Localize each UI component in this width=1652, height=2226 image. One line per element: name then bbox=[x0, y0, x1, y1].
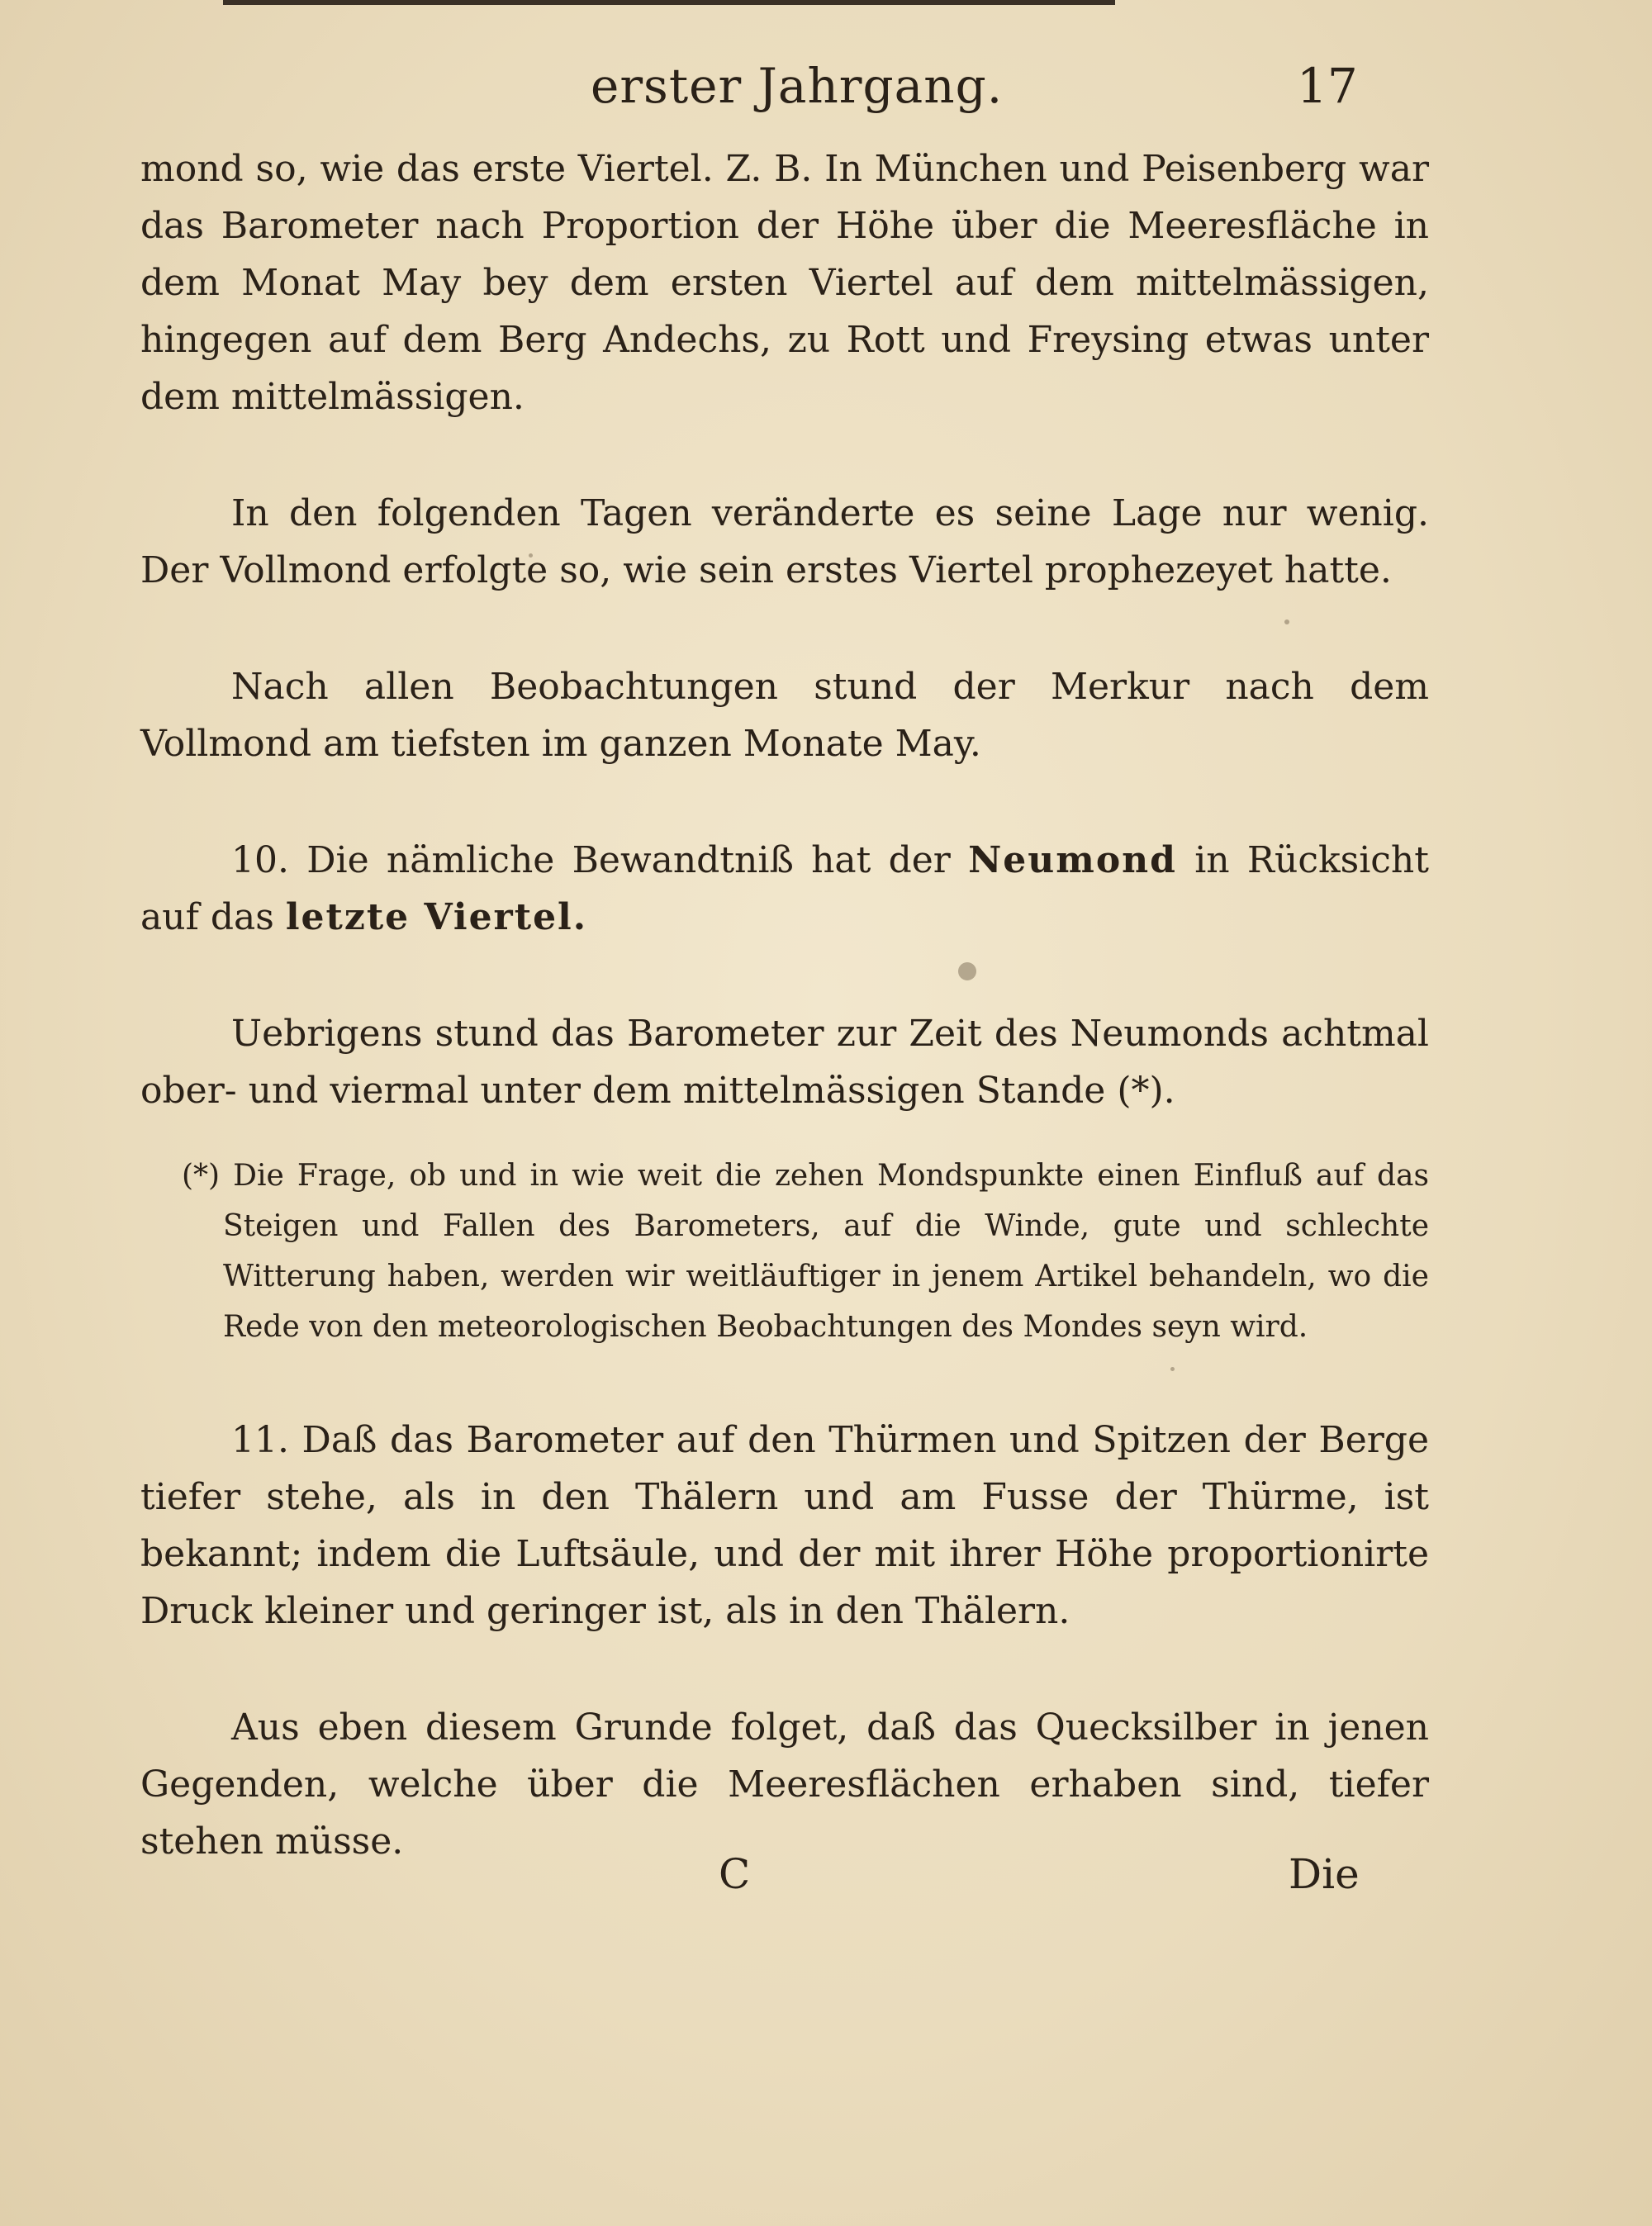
paragraph-aus-eben-diesem: Aus eben diesem Grunde folget, daß das Quecksilber in jenen Gegenden, welche über die Meeresflächen erhaben sind, tiefer stehen müsse. bbox=[140, 1706, 1429, 1863]
paragraph-10-number: 10. bbox=[231, 839, 289, 881]
signature-mark: C bbox=[719, 1850, 751, 1898]
ink-speck bbox=[529, 553, 533, 558]
paragraph-10-text-a: Die nämliche Bewandtniß hat der bbox=[306, 839, 951, 881]
paragraph-10-text-b: in Rücksicht auf das bbox=[140, 839, 1429, 938]
ink-speck bbox=[1170, 1367, 1175, 1371]
paragraph-uebrigens: Uebrigens stund das Barometer zur Zeit des Neumonds achtmal ober- und viermal unter dem mittelmässigen Stande (*). bbox=[140, 1013, 1429, 1112]
main-text bbox=[140, 140, 1429, 1929]
paragraph-10 bbox=[140, 832, 1429, 946]
paragraph-folgenden-tagen: In den folgenden Tagen veränderte es seine Lage nur wenig. Der Vollmond erfolgte so, wie sein erstes Viertel prophezeyet hatte. bbox=[140, 492, 1429, 591]
running-title: erster Jahrgang. bbox=[591, 58, 1004, 114]
catchword: Die bbox=[1289, 1850, 1360, 1898]
page-footer bbox=[0, 1850, 1652, 1908]
ink-speck bbox=[1284, 619, 1289, 624]
footnote: (*) Die Frage, ob und in wie weit die zehen Mondspunkte einen Einfluß auf das Steigen und Fallen des Barometers, auf die Winde, gute und schlechte Witterung haben, werden wir weitläuftiger in jenem Artikel behandeln, wo die Rede von den meteorologischen Beobachtungen des Mondes seyn wird. bbox=[182, 1159, 1429, 1344]
paragraph-continuation: mond so, wie das erste Viertel. Z. B. In München und Peisenberg war das Barometer nach Proportion der Höhe über die Meeresfläche in dem Monat May bey dem ersten Viertel auf dem mittelmässigen, hingegen auf dem Berg Andechs, zu Rott und Freysing etwas unter dem mittelmässigen. bbox=[140, 148, 1429, 418]
paragraph-11: 11. Daß das Barometer auf den Thürmen und Spitzen der Berge tiefer stehe, als in den Thälern und am Fusse der Thürme, ist bekannt; indem die Luftsäule, und der mit ihrer Höhe proportionirte Druck kleiner und geringer ist, als in den Thälern. bbox=[140, 1419, 1429, 1632]
ink-speck bbox=[958, 962, 976, 980]
page-number: 17 bbox=[1297, 58, 1358, 114]
term-neumond: Neumond bbox=[968, 839, 1177, 881]
paragraph-merkur: Nach allen Beobachtungen stund der Merkur nach dem Vollmond am tiefsten im ganzen Monate May. bbox=[140, 666, 1429, 765]
page-header bbox=[0, 58, 1652, 124]
top-edge-shadow bbox=[223, 0, 1115, 5]
term-letzte-viertel: letzte Viertel. bbox=[285, 896, 588, 938]
